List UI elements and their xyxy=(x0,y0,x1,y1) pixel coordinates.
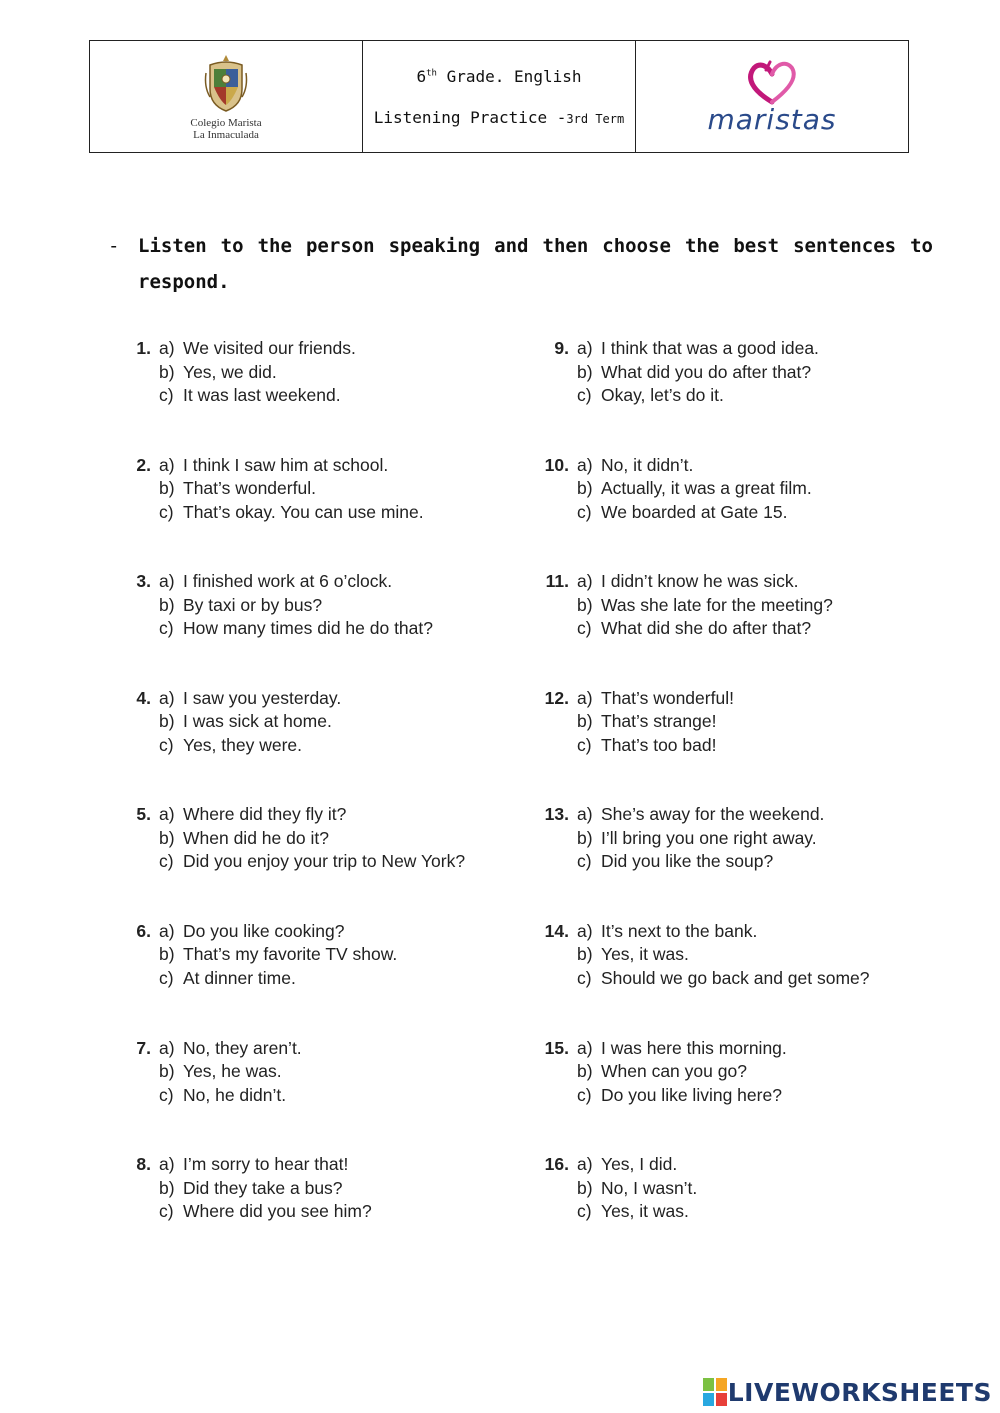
question-item xyxy=(115,454,545,571)
answer-option[interactable] xyxy=(115,570,545,594)
answer-option[interactable] xyxy=(115,617,545,641)
answer-option[interactable] xyxy=(533,850,963,874)
practice-term: 3rd Term xyxy=(566,111,625,126)
answer-option[interactable] xyxy=(115,501,545,525)
title-cell xyxy=(363,41,636,152)
question-number xyxy=(533,1177,573,1201)
brand-logo-text: maristas xyxy=(707,102,837,136)
answer-option[interactable] xyxy=(533,361,963,385)
option-text: It was last weekend. xyxy=(183,385,341,405)
answer-option[interactable] xyxy=(115,967,545,991)
option-text: Where did you see him? xyxy=(183,1201,372,1222)
option-text: Yes, they were. xyxy=(183,734,303,755)
question-item xyxy=(533,920,963,1037)
answer-option[interactable] xyxy=(115,943,545,967)
option-text: I saw you yesterday. xyxy=(183,687,342,708)
option-text: I didn’t know he was sick. xyxy=(601,571,799,592)
option-text: She’s away for the weekend. xyxy=(601,804,825,825)
option-text: Did you like the soup? xyxy=(601,851,774,872)
option-text: I’ll bring you one right away. xyxy=(601,827,817,848)
option-letter: c) xyxy=(577,967,592,988)
answer-option[interactable] xyxy=(533,1153,963,1177)
question-number xyxy=(533,943,573,967)
question-item xyxy=(533,570,963,687)
option-text: We boarded at Gate 15. xyxy=(601,501,788,522)
question-number: 15. xyxy=(544,1037,569,1058)
answer-option[interactable] xyxy=(115,1037,545,1061)
question-item xyxy=(533,337,963,454)
question-number xyxy=(533,967,573,991)
option-text: When can you go? xyxy=(601,1061,747,1082)
answer-option[interactable] xyxy=(533,570,963,594)
question-number xyxy=(115,477,155,501)
answer-option[interactable] xyxy=(533,710,963,734)
option-letter: b) xyxy=(577,1061,593,1082)
answer-option[interactable] xyxy=(533,384,963,408)
question-number: 9. xyxy=(554,338,569,358)
question-item xyxy=(115,1153,545,1270)
option-text: That’s too bad! xyxy=(601,734,717,755)
option-letter: b) xyxy=(159,1061,175,1082)
question-number xyxy=(533,827,573,851)
answer-option[interactable] xyxy=(115,477,545,501)
question-number: 3. xyxy=(136,571,151,592)
question-number xyxy=(115,1084,155,1108)
answer-option[interactable] xyxy=(533,617,963,641)
questions-right-column xyxy=(533,337,963,1270)
question-number: 6. xyxy=(136,920,151,941)
option-letter: a) xyxy=(159,1037,175,1058)
brand-logo-cell xyxy=(636,41,908,152)
option-letter: a) xyxy=(159,1154,175,1175)
question-number: 14. xyxy=(544,920,569,941)
option-text: That’s my favorite TV show. xyxy=(183,944,398,965)
option-letter: a) xyxy=(577,687,593,708)
question-number xyxy=(115,734,155,758)
grade-ordinal: th xyxy=(426,68,437,79)
option-text: That’s wonderful. xyxy=(183,478,316,499)
option-letter: a) xyxy=(577,571,593,592)
answer-option[interactable] xyxy=(533,1177,963,1201)
instruction-text: Listen to the person speaking and then choose the best sentences to respond. xyxy=(138,235,933,293)
question-number xyxy=(533,501,573,525)
questions-left-column xyxy=(115,337,545,1270)
question-number xyxy=(115,617,155,641)
option-letter: b) xyxy=(577,1177,593,1198)
answer-option[interactable] xyxy=(115,594,545,618)
option-text: Yes, it was. xyxy=(601,944,689,965)
question-number xyxy=(533,734,573,758)
option-letter: c) xyxy=(577,1084,592,1105)
question-item xyxy=(533,687,963,804)
question-number: 4. xyxy=(136,687,151,708)
option-text: It’s next to the bank. xyxy=(601,920,758,941)
question-number xyxy=(533,617,573,641)
question-number xyxy=(115,1060,155,1084)
answer-option[interactable] xyxy=(115,337,545,361)
header-table xyxy=(89,40,909,153)
question-item xyxy=(533,454,963,571)
answer-option[interactable] xyxy=(115,687,545,711)
option-text: Did they take a bus? xyxy=(183,1177,343,1198)
question-item xyxy=(115,1037,545,1154)
option-letter: c) xyxy=(577,618,592,639)
answer-option[interactable] xyxy=(115,1200,545,1224)
option-text: Actually, it was a great film. xyxy=(601,478,812,499)
option-text: Do you like living here? xyxy=(601,1084,782,1105)
option-text: At dinner time. xyxy=(183,967,296,988)
option-text: What did she do after that? xyxy=(601,618,812,639)
question-number xyxy=(115,943,155,967)
question-number: 7. xyxy=(136,1037,151,1058)
option-letter: c) xyxy=(577,501,592,522)
school-name-line1: Colegio Marista xyxy=(190,116,262,129)
answer-option[interactable] xyxy=(533,827,963,851)
answer-option[interactable] xyxy=(115,361,545,385)
option-letter: a) xyxy=(159,571,175,592)
option-text: I think I saw him at school. xyxy=(183,454,389,475)
answer-option[interactable] xyxy=(533,1037,963,1061)
school-crest-icon xyxy=(202,53,250,115)
question-number: 16. xyxy=(544,1154,569,1175)
option-letter: b) xyxy=(577,594,593,615)
option-letter: b) xyxy=(159,361,175,382)
option-text: I was here this morning. xyxy=(601,1037,787,1058)
heart-logo-icon xyxy=(742,60,802,106)
answer-option[interactable] xyxy=(533,920,963,944)
option-text: Yes, he was. xyxy=(183,1061,282,1082)
question-number xyxy=(115,361,155,385)
question-number xyxy=(533,1060,573,1084)
answer-option[interactable] xyxy=(115,1177,545,1201)
option-letter: c) xyxy=(159,851,174,872)
question-item xyxy=(533,803,963,920)
option-letter: c) xyxy=(577,734,592,755)
option-letter: a) xyxy=(577,1154,593,1175)
answer-option[interactable] xyxy=(533,943,963,967)
answer-option[interactable] xyxy=(533,687,963,711)
answer-option[interactable] xyxy=(533,803,963,827)
option-letter: c) xyxy=(159,501,174,522)
option-letter: a) xyxy=(577,338,593,358)
answer-option[interactable] xyxy=(115,1060,545,1084)
question-number xyxy=(115,967,155,991)
question-number xyxy=(115,501,155,525)
option-letter: a) xyxy=(577,454,593,475)
answer-option[interactable] xyxy=(115,827,545,851)
question-number xyxy=(533,361,573,385)
liveworksheets-logo xyxy=(702,1377,992,1407)
option-letter: b) xyxy=(159,827,175,848)
question-item xyxy=(115,570,545,687)
answer-option[interactable] xyxy=(533,734,963,758)
option-letter: a) xyxy=(577,804,593,825)
option-letter: b) xyxy=(577,711,593,732)
option-letter: a) xyxy=(159,804,175,825)
option-letter: c) xyxy=(159,618,174,639)
answer-option[interactable] xyxy=(115,803,545,827)
answer-option[interactable] xyxy=(115,850,545,874)
answer-option[interactable] xyxy=(115,1153,545,1177)
option-letter: c) xyxy=(159,1084,174,1105)
option-letter: c) xyxy=(159,385,174,405)
option-text: I think that was a good idea. xyxy=(601,338,819,358)
option-text: I’m sorry to hear that! xyxy=(183,1154,349,1175)
question-number xyxy=(533,850,573,874)
liveworksheets-badge-icon xyxy=(702,1377,728,1407)
answer-option[interactable] xyxy=(115,384,545,408)
answer-option[interactable] xyxy=(533,454,963,478)
grade-subject: Grade. English xyxy=(436,66,582,86)
option-text: When did he do it? xyxy=(183,827,329,848)
option-text: Yes, it was. xyxy=(601,1201,689,1222)
option-text: Yes, I did. xyxy=(601,1154,678,1175)
option-letter: b) xyxy=(159,711,175,732)
answer-option[interactable] xyxy=(533,477,963,501)
question-item xyxy=(533,1153,963,1270)
question-number xyxy=(115,850,155,874)
answer-option[interactable] xyxy=(533,594,963,618)
school-name-line2: La Inmaculada xyxy=(193,128,259,141)
answer-option[interactable] xyxy=(115,454,545,478)
option-text: By taxi or by bus? xyxy=(183,594,323,615)
option-letter: b) xyxy=(159,594,175,615)
question-number: 13. xyxy=(544,804,569,825)
answer-option[interactable] xyxy=(533,1060,963,1084)
option-text: Where did they fly it? xyxy=(183,804,347,825)
question-item xyxy=(115,687,545,804)
question-number xyxy=(115,1200,155,1224)
grade-title xyxy=(417,67,582,86)
option-letter: a) xyxy=(159,454,175,475)
question-number xyxy=(533,1084,573,1108)
option-text: Yes, we did. xyxy=(183,361,277,382)
option-letter: b) xyxy=(577,361,593,382)
option-text: How many times did he do that? xyxy=(183,618,433,639)
grade-number: 6 xyxy=(416,66,427,86)
option-letter: a) xyxy=(159,687,175,708)
instruction-dash: - xyxy=(108,235,120,257)
question-number xyxy=(115,594,155,618)
option-letter: b) xyxy=(577,944,593,965)
practice-title xyxy=(374,108,624,127)
option-text: Do you like cooking? xyxy=(183,920,345,941)
question-number xyxy=(533,477,573,501)
question-number: 12. xyxy=(544,687,569,708)
option-text: No, I wasn’t. xyxy=(601,1177,698,1198)
question-number: 5. xyxy=(136,804,151,825)
option-text: That’s strange! xyxy=(601,711,717,732)
option-text: Was she late for the meeting? xyxy=(601,594,833,615)
option-letter: b) xyxy=(159,478,175,499)
question-number: 8. xyxy=(136,1154,151,1175)
option-letter: a) xyxy=(577,1037,593,1058)
option-text: No, it didn’t. xyxy=(601,454,694,475)
school-crest-cell xyxy=(90,41,363,152)
option-letter: c) xyxy=(159,1201,174,1222)
option-letter: a) xyxy=(159,920,175,941)
school-name xyxy=(190,117,261,141)
answer-option[interactable] xyxy=(533,1200,963,1224)
option-text: That’s wonderful! xyxy=(601,687,734,708)
instruction xyxy=(108,228,933,300)
answer-option[interactable] xyxy=(115,734,545,758)
question-number xyxy=(115,710,155,734)
option-letter: b) xyxy=(159,944,175,965)
answer-option[interactable] xyxy=(533,967,963,991)
question-number: 1. xyxy=(136,338,151,358)
question-item xyxy=(115,920,545,1037)
option-letter: a) xyxy=(159,338,175,358)
option-letter: c) xyxy=(577,385,592,405)
option-text: What did you do after that? xyxy=(601,361,812,382)
option-letter: c) xyxy=(159,967,174,988)
option-text: Okay, let’s do it. xyxy=(601,385,724,405)
option-text: Did you enjoy your trip to New York? xyxy=(183,851,466,872)
option-text: No, they aren’t. xyxy=(183,1037,302,1058)
question-number: 10. xyxy=(544,454,569,475)
question-number xyxy=(115,1177,155,1201)
question-number xyxy=(115,827,155,851)
option-text: We visited our friends. xyxy=(183,338,356,358)
question-number xyxy=(115,384,155,408)
option-letter: b) xyxy=(577,478,593,499)
option-letter: b) xyxy=(577,827,593,848)
question-number: 11. xyxy=(545,571,569,592)
question-number: 2. xyxy=(136,454,151,475)
option-text: No, he didn’t. xyxy=(183,1084,287,1105)
option-letter: a) xyxy=(577,920,593,941)
answer-option[interactable] xyxy=(115,1084,545,1108)
question-item xyxy=(115,337,545,454)
option-letter: b) xyxy=(159,1177,175,1198)
option-text: Should we go back and get some? xyxy=(601,967,870,988)
option-text: I finished work at 6 o’clock. xyxy=(183,571,393,592)
question-number xyxy=(533,1200,573,1224)
question-number xyxy=(533,594,573,618)
option-letter: c) xyxy=(577,1201,592,1222)
answer-option[interactable] xyxy=(533,501,963,525)
question-number xyxy=(533,384,573,408)
answer-option[interactable] xyxy=(115,710,545,734)
option-letter: c) xyxy=(577,851,592,872)
question-item xyxy=(533,1037,963,1154)
question-number xyxy=(533,710,573,734)
liveworksheets-text: LIVEWORKSHEETS xyxy=(727,1377,992,1407)
practice-main: Listening Practice - xyxy=(373,107,567,127)
question-item xyxy=(115,803,545,920)
answer-option[interactable] xyxy=(533,337,963,361)
answer-option[interactable] xyxy=(115,920,545,944)
option-letter: c) xyxy=(159,734,174,755)
option-text: That’s okay. You can use mine. xyxy=(183,501,424,522)
answer-option[interactable] xyxy=(533,1084,963,1108)
option-text: I was sick at home. xyxy=(183,711,332,732)
